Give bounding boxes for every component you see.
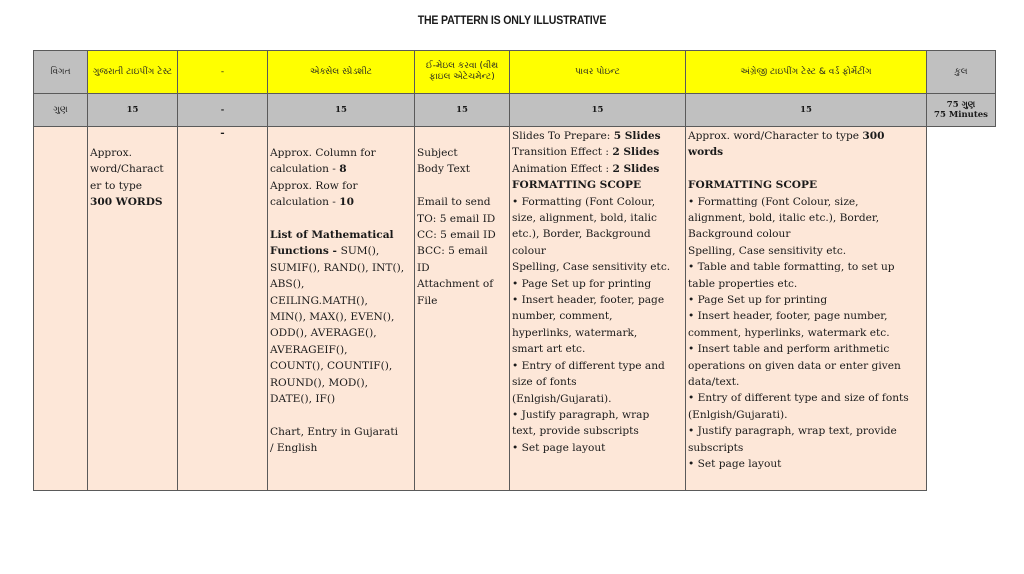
text-line: Transition Effect : bbox=[512, 146, 613, 159]
animation-count: 2 Slides bbox=[612, 162, 660, 175]
text-line: CEILING.MATH(), bbox=[270, 294, 368, 307]
text-line: Body Text bbox=[417, 163, 471, 176]
header-blank: - bbox=[178, 51, 268, 94]
text-line: • Insert table and perform arithmetic bbox=[688, 343, 890, 356]
text-line: table properties etc. bbox=[688, 277, 798, 290]
text-line: • Entry of different type and size of fonts bbox=[688, 392, 909, 405]
content-excel bbox=[268, 127, 415, 491]
header-powerpoint: પાવર પોઇન્ટ bbox=[510, 51, 686, 94]
header-email: ઈ-મેઇલ કરવા (વીથ ફાઇલ એટેચમેન્ટ) bbox=[415, 51, 510, 94]
text-line: • Justify paragraph, wrap bbox=[512, 408, 650, 421]
header-detail: વિગત bbox=[34, 51, 88, 94]
text-line: data/text. bbox=[688, 376, 740, 389]
score-english-word: 15 bbox=[686, 94, 927, 127]
word-count: 300 bbox=[862, 130, 885, 142]
text-line: • Page Set up for printing bbox=[688, 294, 828, 307]
text-line: alignment, bold, italic etc.), Border, bbox=[688, 212, 880, 225]
text-line: er to type bbox=[90, 179, 142, 192]
text-line: colour bbox=[512, 244, 546, 257]
text-line: subscripts bbox=[688, 441, 744, 454]
score-total bbox=[927, 94, 996, 127]
content-row bbox=[34, 127, 996, 491]
text-line: Approx. word/Character to type bbox=[688, 130, 863, 142]
text-line: / English bbox=[270, 442, 318, 455]
text-line: comment, hyperlinks, watermark etc. bbox=[688, 326, 890, 339]
text-line: Subject bbox=[417, 147, 458, 159]
slides-count: 5 Slides bbox=[613, 130, 661, 142]
content-detail bbox=[34, 127, 88, 491]
header-excel: એક્સેલ સ્પ્રેડશીટ bbox=[268, 51, 415, 94]
text-line: ODD(), AVERAGE(), bbox=[270, 327, 377, 340]
scope-heading: FORMATTING SCOPE bbox=[688, 179, 818, 192]
header-total: કુલ bbox=[927, 51, 996, 94]
text-line: • Table and table formatting, to set up bbox=[688, 261, 895, 274]
row-count: 10 bbox=[339, 196, 355, 209]
text-line: TO: 5 email ID bbox=[417, 212, 496, 225]
text-line: File bbox=[417, 294, 438, 307]
content-powerpoint bbox=[510, 127, 686, 491]
text-line: ID bbox=[417, 261, 430, 274]
text-line: ABS(), bbox=[270, 278, 305, 291]
content-total bbox=[927, 127, 996, 491]
header-gujarati-typing: ગુજરાતી ટાઇપીંગ ટેસ્ટ bbox=[88, 51, 178, 94]
score-excel: 15 bbox=[268, 94, 415, 127]
text-line: operations on given data or enter given bbox=[688, 359, 901, 372]
content-gujarati-typing bbox=[88, 127, 178, 491]
text-line: hyperlinks, watermark, bbox=[512, 326, 638, 339]
page-title: THE PATTERN IS ONLY ILLUSTRATIVE bbox=[417, 13, 607, 27]
text-line: (Enlgish/Gujarati). bbox=[512, 392, 612, 405]
text-line: number, comment, bbox=[512, 310, 613, 323]
score-label: ગુણ bbox=[34, 94, 88, 127]
word-count: 300 WORDS bbox=[90, 196, 163, 209]
text-line: Chart, Entry in Gujarati bbox=[270, 425, 399, 438]
header-row bbox=[34, 51, 996, 94]
text-line: • Entry of different type and bbox=[512, 359, 665, 372]
text-line: Spelling, Case sensitivity etc. bbox=[688, 244, 847, 257]
content-email bbox=[415, 127, 510, 491]
header-english-word: અંગ્રેજી ટાઇપીંગ ટેસ્ટ & વર્ડ ફોર્મેટીંગ bbox=[686, 51, 927, 94]
text-line: (Enlgish/Gujarati). bbox=[688, 408, 788, 421]
text-line: BCC: 5 email bbox=[417, 245, 488, 258]
text-line: DATE(), IF() bbox=[270, 393, 336, 406]
text-line: MIN(), MAX(), EVEN(), bbox=[270, 311, 395, 324]
score-gujarati-typing: 15 bbox=[88, 94, 178, 127]
text-line: • Formatting (Font Colour, size, bbox=[688, 195, 859, 208]
scope-heading: FORMATTING SCOPE bbox=[512, 179, 642, 192]
text-line: calculation - bbox=[270, 196, 340, 209]
total-marks: 75 ગુણ bbox=[946, 100, 976, 110]
text-line: word/Charact bbox=[90, 163, 164, 176]
text-line: etc.), Border, Background bbox=[512, 228, 651, 241]
text-line: • Insert header, footer, page bbox=[512, 294, 665, 307]
text-line: CC: 5 email ID bbox=[417, 229, 496, 242]
functions-heading: Functions - bbox=[270, 245, 341, 258]
text-line: Slides To Prepare: bbox=[512, 130, 614, 142]
text-line: COUNT(), COUNTIF(), bbox=[270, 360, 393, 373]
text-line: • Formatting (Font Colour, bbox=[512, 195, 656, 208]
text-line: Approx. Row for bbox=[270, 179, 358, 192]
text-line: • Set page layout bbox=[688, 458, 782, 471]
text-line: size of fonts bbox=[512, 376, 577, 389]
text-line: • Set page layout bbox=[512, 441, 606, 454]
text-line: • Justify paragraph, wrap text, provide bbox=[688, 425, 897, 438]
total-time: 75 Minutes bbox=[934, 110, 988, 120]
text-line: calculation - bbox=[270, 163, 340, 176]
text-line: • Page Set up for printing bbox=[512, 277, 652, 290]
transition-count: 2 Slides bbox=[612, 146, 660, 159]
column-count: 8 bbox=[339, 163, 347, 176]
text-line: Approx. Column for bbox=[270, 147, 376, 159]
score-row bbox=[34, 94, 996, 127]
functions-heading: List of Mathematical bbox=[270, 229, 394, 242]
text-line: • Insert header, footer, page number, bbox=[688, 310, 888, 323]
text-line: Spelling, Case sensitivity etc. bbox=[512, 261, 671, 274]
exam-pattern-table bbox=[33, 50, 996, 491]
text-line: smart art etc. bbox=[512, 343, 586, 356]
word-count-unit: words bbox=[688, 146, 724, 159]
text-line: text, provide subscripts bbox=[512, 425, 639, 438]
content-english-word bbox=[686, 127, 927, 491]
text-line: Email to send bbox=[417, 196, 491, 209]
text-line: AVERAGEIF(), bbox=[270, 343, 348, 356]
score-powerpoint: 15 bbox=[510, 94, 686, 127]
text-line: ROUND(), MOD(), bbox=[270, 376, 369, 389]
text-line: Attachment of bbox=[417, 278, 494, 291]
score-blank: - bbox=[178, 94, 268, 127]
text-line: SUMIF(), RAND(), INT(), bbox=[270, 261, 405, 274]
text-line: Background colour bbox=[688, 228, 791, 241]
content-blank: - bbox=[178, 127, 268, 491]
text-line: Animation Effect : bbox=[512, 162, 613, 175]
text-line: SUM(), bbox=[340, 245, 380, 258]
text-line: Approx. bbox=[90, 147, 132, 159]
text-line: size, alignment, bold, italic bbox=[512, 212, 657, 225]
score-email: 15 bbox=[415, 94, 510, 127]
